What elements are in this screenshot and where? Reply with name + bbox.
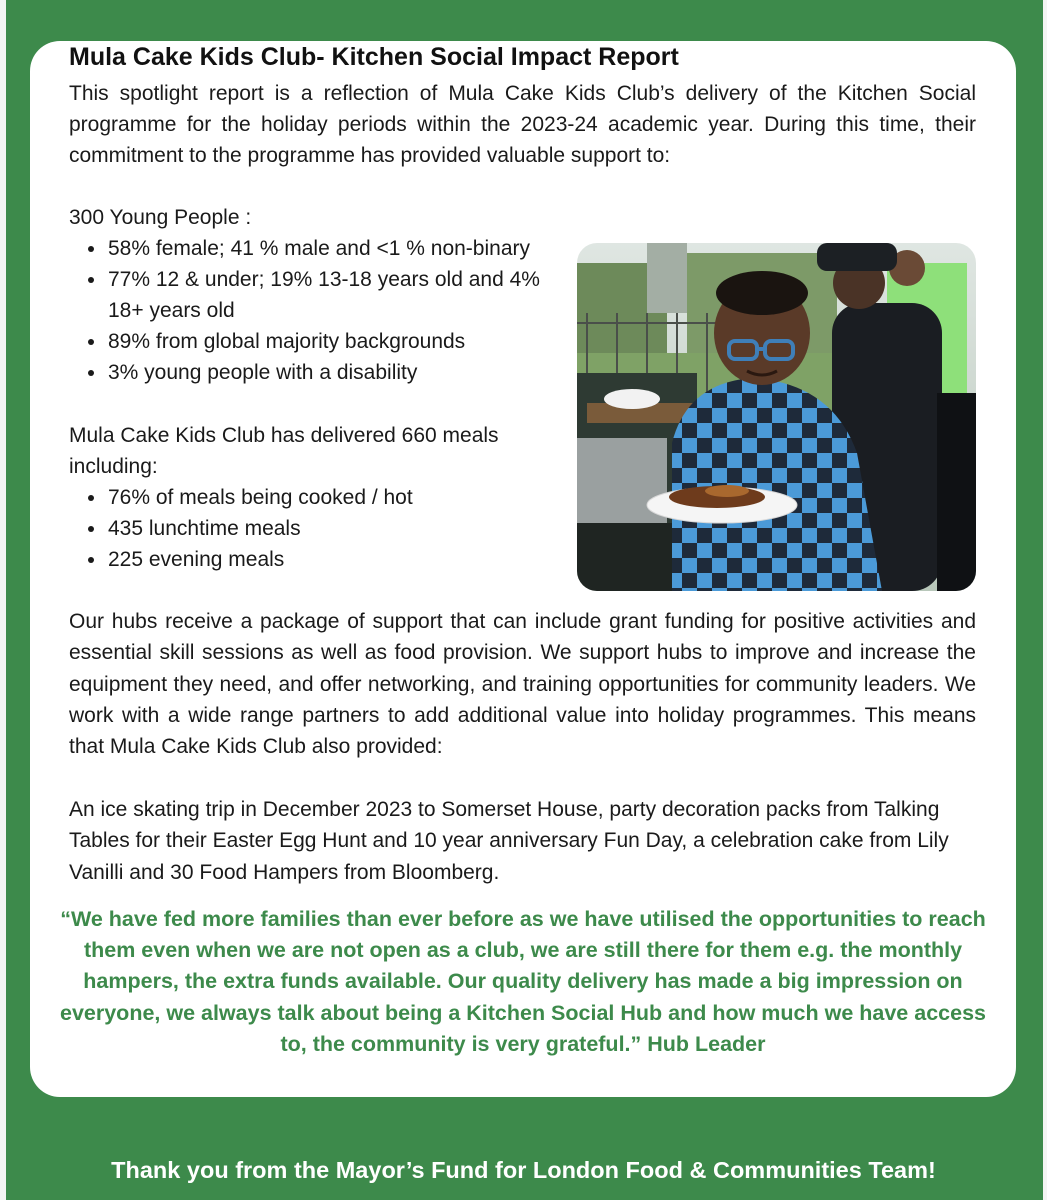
hub-leader-quote: “We have fed more families than ever before as we have utilised the opportunities to reach them even when we are not open as a club, we are still there for them e.g. the monthly hampers, the extra funds available. Our quality delivery has made a big impression on everyone, we always talk about being a Kitchen Social Hub and how much we have access to, the community is very grateful.” Hub Leader [59,907,986,1056]
list-item: 76% of meals being cooked / hot [69,482,569,513]
report-intro: This spotlight report is a reflection of Mula Cake Kids Club’s delivery of the Kitchen Social programme for the holiday periods within the 2023-24 academic year. During this time, their commitment to the programme has provided valuable support to: [69,82,976,167]
list-item: 77% 12 & under; 19% 13-18 years old and 4% 18+ years old [69,264,579,326]
list-item: 3% young people with a disability [69,357,579,388]
meals-heading: Mula Cake Kids Club has delivered 660 meals including: [69,424,499,478]
meals-section [69,420,569,575]
young-people-list [69,233,579,388]
list-item: 89% from global majority backgrounds [69,326,579,357]
list-item: 58% female; 41 % male and <1 % non-binary [69,233,579,264]
list-item: 225 evening meals [69,544,569,575]
list-item: 435 lunchtime meals [69,513,569,544]
support-paragraph: Our hubs receive a package of support that can include grant funding for positive activities and essential skill sessions as well as food provision. We support hubs to improve and increase the equipment they need, and offer networking, and training opportunities for community leaders. We work with a wide range partners to add additional value into holiday programmes. This means that Mula Cake Kids Club also provided: [69,610,976,759]
left-edge [0,0,6,1200]
right-edge [1043,0,1047,1200]
child-with-meal-photo [577,243,976,591]
young-people-heading: 300 Young People : [69,206,252,229]
young-people-section [69,202,579,388]
footer-thank-you: Thank you from the Mayor’s Fund for London Food & Communities Team! [111,1157,936,1183]
report-title: Mula Cake Kids Club- Kitchen Social Impact Report [69,43,679,71]
support-extras: An ice skating trip in December 2023 to Somerset House, party decoration packs from Talking Tables for their Easter Egg Hunt and 10 year anniversary Fun Day, a celebration cake from Lily Vanilli and 30 Food Hampers from Bloomberg. [69,798,949,884]
meals-list [69,482,569,575]
